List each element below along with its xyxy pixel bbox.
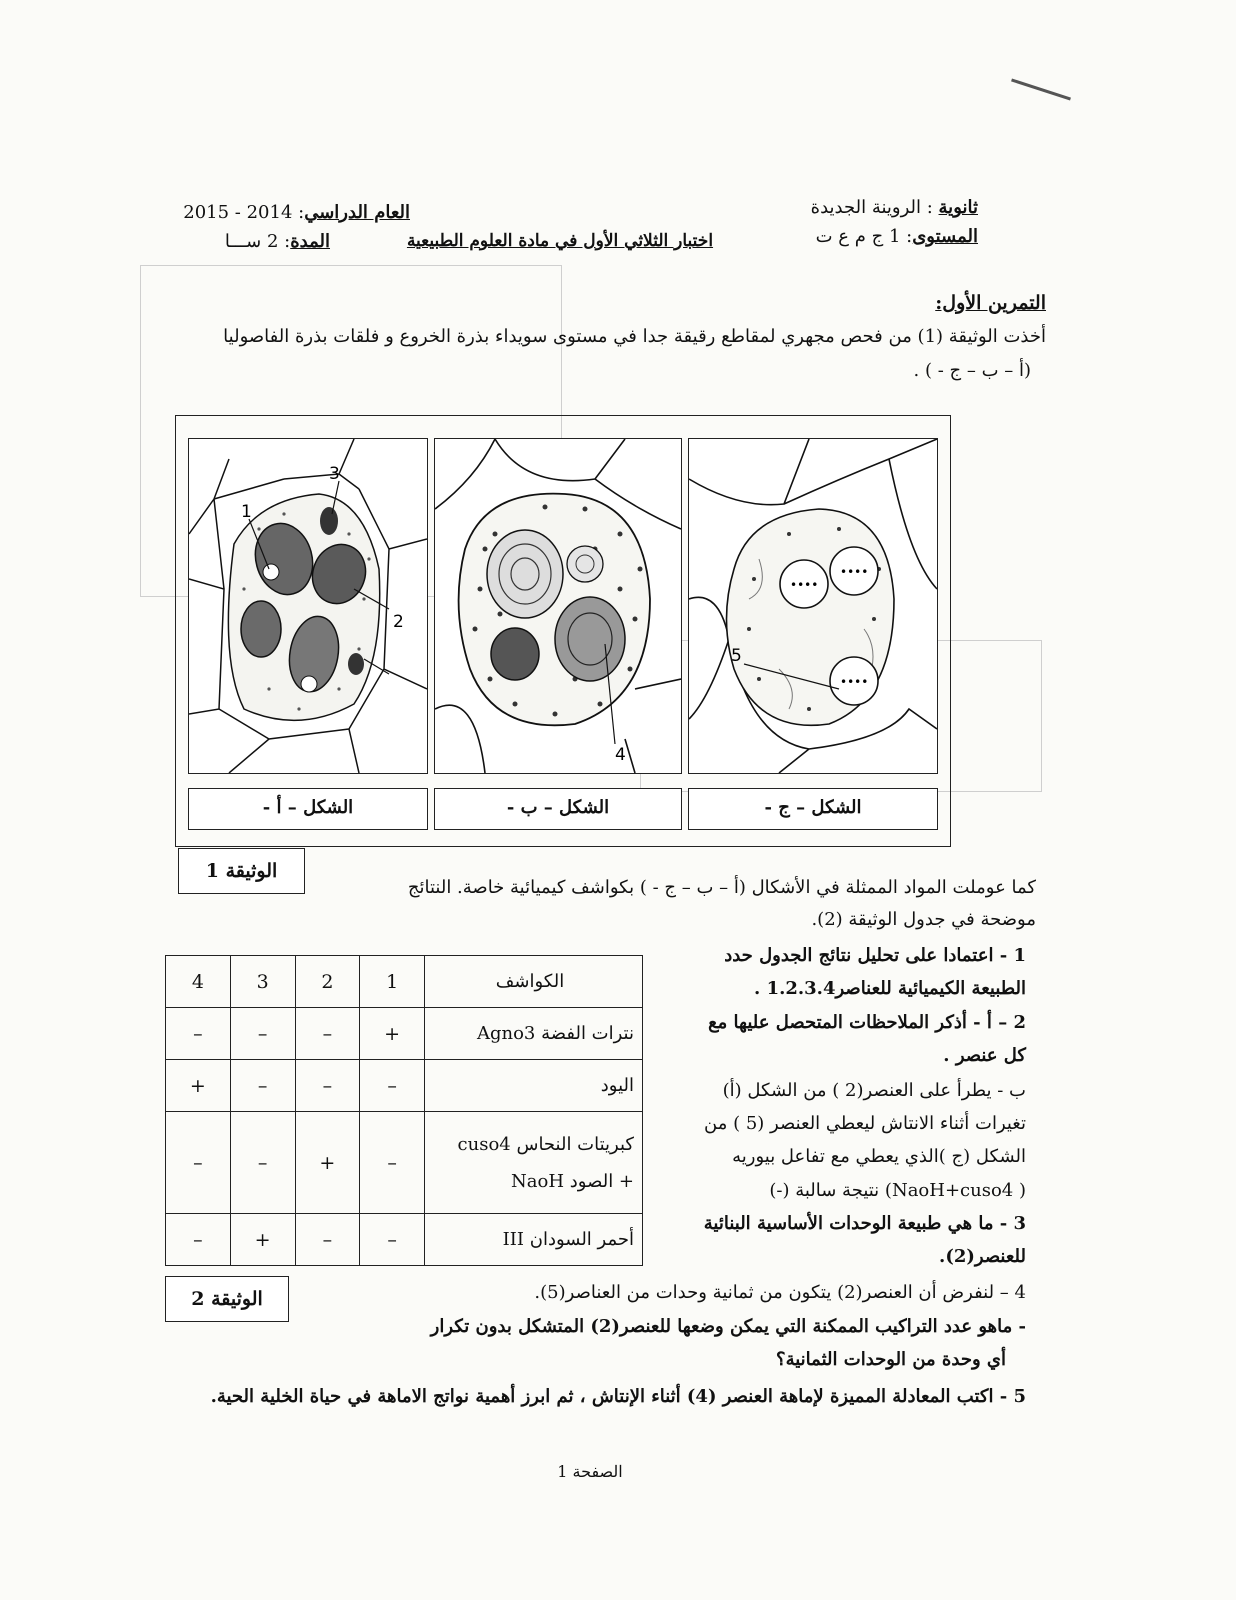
school-line (678, 197, 978, 218)
table-row (166, 1060, 643, 1112)
scan-pen-mark (1011, 78, 1071, 100)
panel-a (188, 438, 428, 774)
result-cell: – (295, 1060, 360, 1112)
cell-drawing-b (435, 439, 681, 773)
panel-c (688, 438, 938, 774)
result-cell: – (295, 1008, 360, 1060)
school-value: : الروينة الجديدة (810, 197, 939, 218)
result-cell: – (360, 1214, 425, 1266)
question-2b-line-4: ( NaoH+cuso4) نتيجة سالبة (-) (769, 1180, 1026, 1201)
table-header-col-4: 4 (166, 956, 231, 1008)
label-1: 1 (241, 502, 252, 522)
svg-text:••••: •••• (840, 565, 869, 579)
result-cell: – (360, 1112, 425, 1214)
table-header-col-1: 1 (360, 956, 425, 1008)
level-value: : 1 ج م ع ت (815, 226, 913, 247)
table-header-row (166, 956, 643, 1008)
result-cell: – (166, 1112, 231, 1214)
reagent-cell (425, 1112, 643, 1214)
label-2: 2 (393, 612, 404, 632)
document-1-label: الوثيقة 1 (178, 848, 305, 894)
table-header-col-2: 2 (295, 956, 360, 1008)
year-label: العام الدراسي (304, 202, 410, 223)
result-cell: – (230, 1112, 295, 1214)
result-cell: – (360, 1060, 425, 1112)
duration-label: المدة (290, 231, 330, 252)
reagent-results-table (165, 955, 643, 1266)
label-3: 3 (329, 464, 340, 484)
question-2b-line-3: الشكل (ج )الذي يعطي مع تفاعل بيوريه (732, 1146, 1026, 1167)
question-5: 5 - اكتب المعادلة المميزة لإماهة العنصر (4) أثناء الإنتاش ، ثم ابرز أهمية نواتج الاماهة في حياة الخلية الحية. (210, 1386, 1026, 1407)
svg-text:••••: •••• (840, 675, 869, 689)
exam-title: اختبار الثلاثي الأول في مادة العلوم الطبيعية (406, 231, 714, 251)
table-row (166, 1112, 643, 1214)
year-value: : 2014 - 2015 (183, 202, 305, 223)
question-2b-line-1: ب - يطرأ على العنصر(2 ) من الشكل (أ) (722, 1080, 1026, 1101)
school-label: ثانوية (938, 197, 978, 218)
result-cell: – (166, 1008, 231, 1060)
exercise-title: التمرين الأول: (935, 292, 1046, 314)
question-4-line-2: - ماهو عدد التراكيب الممكنة التي يمكن وضعها للعنصر(2) المتشكل بدون تكرار (430, 1316, 1026, 1337)
svg-text:••••: •••• (790, 578, 819, 592)
question-2a-line-2: كل عنصر . (943, 1045, 1026, 1066)
question-1-line-2: الطبيعة الكيميائية للعناصر1.2.3.4 . (754, 978, 1026, 999)
page-number: الصفحة 1 (557, 1462, 623, 1481)
result-cell: + (295, 1112, 360, 1214)
reagent-line-2: + الصود NaoH (511, 1170, 634, 1192)
intro-line-2: (أ – ب – ج - ) . (913, 360, 1031, 381)
reagent-line-1: كبريتات النحاس cuso4 (457, 1133, 634, 1155)
table-row (166, 1008, 643, 1060)
caption-figure-a: الشكل – أ - (188, 788, 428, 830)
reagent-cell: أحمر السودان III (425, 1214, 643, 1266)
label-4: 4 (615, 745, 626, 765)
table-row (166, 1214, 643, 1266)
question-3-line-1: 3 - ما هي طبيعة الوحدات الأساسية البنائية (703, 1213, 1026, 1234)
duration-value: : 2 ســـا (224, 231, 291, 252)
reagent-cell: اليود (425, 1060, 643, 1112)
cell-drawing-a (189, 439, 427, 773)
cell-drawing-c (689, 439, 937, 773)
result-cell: – (166, 1214, 231, 1266)
result-cell: + (360, 1008, 425, 1060)
paragraph-1-line-1: كما عوملت المواد الممثلة في الأشكال (أ – ب – ج - ) بكواشف كيميائية خاصة. النتائج (407, 877, 1036, 898)
question-1-line-1: 1 - اعتمادا على تحليل نتائج الجدول حدد (724, 945, 1026, 966)
question-4-line-1: 4 – لنفرض أن العنصر(2) يتكون من ثمانية وحدات من العناصر(5). (534, 1282, 1026, 1303)
paragraph-1-line-2: موضحة في جدول الوثيقة (2). (811, 909, 1036, 930)
result-cell: – (295, 1214, 360, 1266)
table-header-col-3: 3 (230, 956, 295, 1008)
level-label: المستوى (912, 226, 978, 247)
question-3-line-2: للعنصر(2). (939, 1246, 1026, 1267)
question-4-line-3: أي وحدة من الوحدات الثمانية؟ (776, 1349, 1006, 1370)
result-cell: – (230, 1060, 295, 1112)
caption-figure-c: الشكل – ج - (688, 788, 938, 830)
intro-line-1: أخذت الوثيقة (1) من فحص مجهري لمقاطع رقيقة جدا في مستوى سويداء بذرة الخروع و فلقات بذرة الفاصوليا (223, 326, 1046, 347)
document-2-label: الوثيقة 2 (165, 1276, 289, 1322)
result-cell: + (166, 1060, 231, 1112)
table-header-reagents: الكواشف (425, 956, 643, 1008)
label-5: 5 (731, 646, 742, 666)
panel-b (434, 438, 682, 774)
question-2a-line-1: 2 – أ - أذكر الملاحظات المتحصل عليها مع (708, 1012, 1026, 1033)
reagent-cell: نترات الفضة Agno3 (425, 1008, 643, 1060)
question-2b-line-2: تغيرات أثناء الانتاش ليعطي العنصر (5 ) من (704, 1113, 1026, 1134)
result-cell: + (230, 1214, 295, 1266)
duration-line (150, 231, 330, 252)
figure-frame (175, 415, 951, 847)
caption-figure-b: الشكل – ب - (434, 788, 682, 830)
result-cell: – (230, 1008, 295, 1060)
year-line (150, 202, 410, 223)
